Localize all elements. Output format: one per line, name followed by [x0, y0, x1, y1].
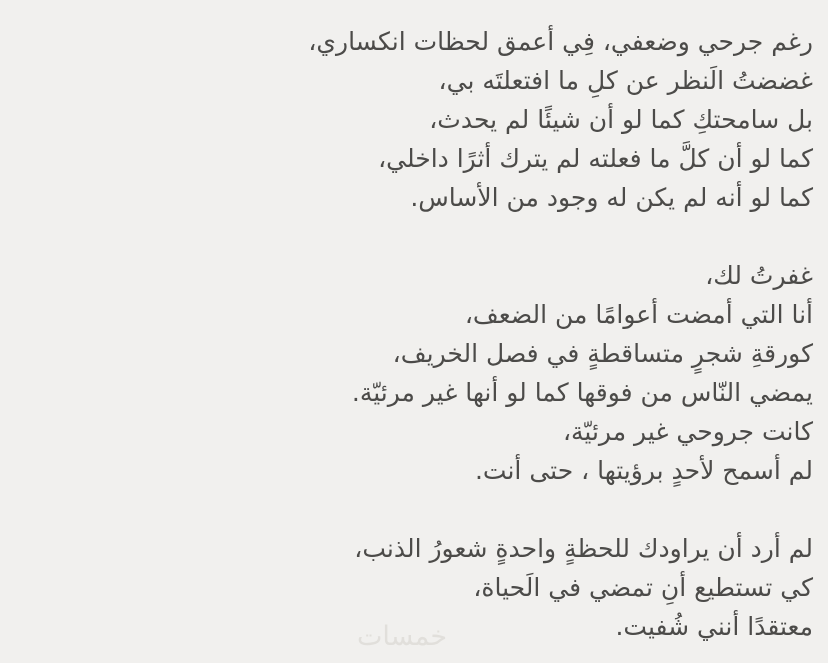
- poem-line: معتقدًا أنني شُفيت.: [615, 612, 813, 641]
- poem-line: كورقةِ شجرٍ متساقطةٍ في فصل الخريف،: [392, 339, 813, 368]
- poem-line: بل سامحتكِ كما لو أن شيئًا لم يحدث،: [429, 105, 813, 134]
- poem-line: كانت جروحي غير مرئيّة،: [562, 417, 813, 446]
- poem-line: كي تستطيع أنِ تمضي في الَحياة،: [473, 573, 813, 602]
- poem-line: لم أسمح لأحدٍ برؤيتها ، حتى أنت.: [474, 456, 813, 485]
- khamsat-watermark-logo: خمسات: [357, 621, 448, 652]
- poem-line: أنا التي أمضت أعوامًا من الضعف،: [464, 300, 813, 329]
- stanza-2: [0, 256, 813, 490]
- poem-line: كما لو أنه لم يكن له وجود من الأساس.: [410, 183, 813, 212]
- poem-line: يمضي النّاس من فوقها كما لو أنها غير مرئيّة.: [351, 378, 813, 407]
- poem-line: كما لو أن كلَّ ما فعلته لم يترك أثرًا داخلي،: [378, 144, 813, 173]
- poem-line: لم أرد أن يراودك للحظةٍ واحدةٍ شعورُ الذنب،: [354, 534, 813, 563]
- poem-line: غضضتُ الَنظر عن كلِ ما افتعلتَه بي،: [438, 66, 813, 95]
- poem-line: غفرتُ لك،: [705, 261, 813, 290]
- poem-line: رغم جرحي وضعفي، فِي أعمق لحظات انكساري،: [308, 27, 813, 56]
- stanza-1: [0, 22, 813, 217]
